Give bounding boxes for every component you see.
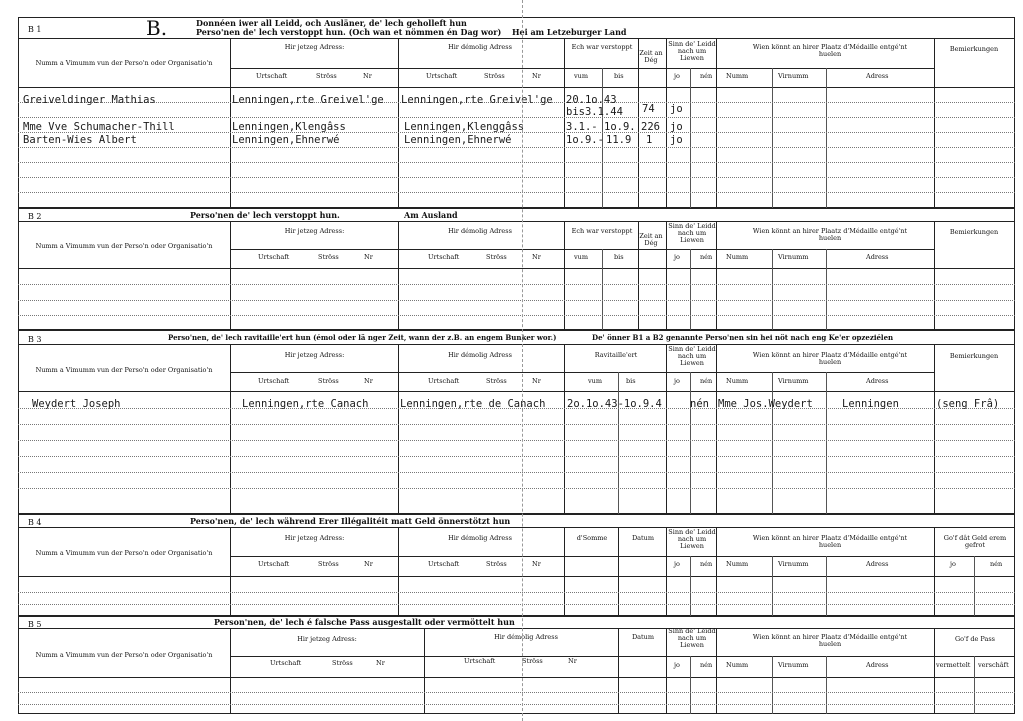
b4-leidd-header: Sinn de' Leidd nach um Liewen: [668, 528, 716, 550]
b4-cur-stross: Ströss: [318, 560, 339, 568]
b2-row-rule-3: [18, 315, 1015, 316]
b4-col-1: [230, 527, 231, 616]
b2-jo: jo: [674, 253, 680, 261]
b2-bemierkungen: Bemierkungen: [949, 228, 999, 236]
b1-old-urt: Urtschaft: [426, 72, 458, 80]
b3-cur-urt: Urtschaft: [258, 377, 290, 385]
b1-col-2: [398, 38, 399, 208]
b1-bis: bis: [614, 72, 624, 80]
b2-title-rule: [18, 221, 1015, 222]
b3-supplied-header: Ravitaille'ert: [594, 351, 638, 359]
b5-nen: nén: [700, 661, 713, 669]
b4-money-jo: jo: [950, 560, 956, 568]
b3-old-nr: Nr: [532, 377, 541, 385]
b1-col-11: [826, 68, 827, 208]
b3-row1-remark: (seng Frâ): [936, 398, 1000, 410]
b3-adress: Adress: [866, 377, 889, 385]
b3-subheader-rule: [230, 372, 935, 373]
b2-col-1: [230, 221, 231, 330]
b1-row2-from: 3.1.-: [566, 121, 598, 133]
b3-vum: vum: [588, 377, 603, 385]
b1-vum: vum: [574, 72, 589, 80]
b3-row1-med-place: Lenningen: [842, 398, 899, 410]
b1-row2-alive: jo: [670, 121, 683, 133]
b1-subheader-rule: [230, 68, 935, 69]
b5-title: Person'nen, de' lech é falsche Pass ausgestallt oder vermöttelt hun: [214, 617, 515, 627]
b4-virnumm: Virnumm: [778, 560, 809, 568]
b3-old-urt: Urtschaft: [428, 377, 460, 385]
b3-row1-med-name: Mme Jos.Weydert: [718, 398, 813, 410]
b3-title: Perso'nen, de' lech ravitaille'ert hun (émol oder lä nger Zeit, wann der z.B. an engem Bunker wor.): [168, 333, 557, 342]
b4-col-7: [934, 527, 935, 616]
b1-title-extra: Hei am Letzeburger Land: [512, 27, 627, 37]
b5-leidd-header: Sinn de' Leidd nach um Liewen: [668, 627, 716, 649]
b5-verschaft: verschâft: [978, 661, 1009, 669]
b1-row-rule-2: [18, 117, 1015, 118]
b3-medal-header: Wien könnt an hirer Plaatz d'Médaille entgé'nt huelen: [752, 351, 908, 366]
b3-jo: jo: [674, 377, 680, 385]
b5-medal-header: Wien könnt an hirer Plaatz d'Médaille entgé'nt huelen: [752, 633, 908, 648]
b5-col-1: [230, 628, 231, 714]
b1-row3-from: 1o.9.-: [566, 134, 604, 146]
b3-col-10: [826, 372, 827, 514]
b1-leidd-header: Sinn de' Leidd nach um Liewen: [668, 40, 716, 62]
b2-row-rule-1: [18, 284, 1015, 285]
b3-row-rule-5: [18, 472, 1015, 473]
b2-col-2: [398, 221, 399, 330]
b4-col-6: [716, 527, 717, 616]
b1-cur-nr: Nr: [363, 72, 372, 80]
b1-row-rule-5: [18, 162, 1015, 163]
b1-row2-name: Mme Vve Schumacher-Thill: [23, 121, 175, 133]
b3-old-addr-header: Hir démolig Adress: [448, 351, 512, 359]
b4-money-header: Go'f dât Geld erem gefrot: [943, 534, 1007, 549]
b5-numm: Numm: [726, 661, 749, 669]
b1-col-4: [638, 38, 639, 208]
b5-title-rule: [18, 628, 1015, 629]
b4-row-rule-2: [18, 604, 1015, 605]
b5-old-urt: Urtschaft: [464, 657, 496, 665]
b3-cur-nr: Nr: [364, 377, 373, 385]
b5-cur-nr: Nr: [376, 659, 385, 667]
b2-col-9: [690, 249, 691, 330]
b3-cur-stross: Ströss: [318, 377, 339, 385]
b2-cur-nr: Nr: [364, 253, 373, 261]
b3-header-rule: [18, 391, 1015, 392]
b5-code: B 5: [28, 620, 42, 629]
b4-money-nen: nén: [990, 560, 1003, 568]
b1-col-5: [666, 38, 667, 208]
b2-time-header: Zeit an Dég: [639, 232, 663, 247]
b1-cur-stross: Ströss: [316, 72, 337, 80]
b4-nen: nén: [700, 560, 713, 568]
b5-col-6: [934, 628, 935, 714]
b3-row1-alive-no: nén: [690, 398, 709, 410]
b4-sum-header: d'Somme: [576, 534, 608, 542]
b5-col-7: [690, 656, 691, 714]
b1-title-rule: [18, 38, 1015, 39]
b2-cur-urt: Urtschaft: [258, 253, 290, 261]
b2-title: Perso'nen de' lech verstoppt hun.: [190, 210, 340, 220]
b1-row1-from: 20.1o.43: [566, 94, 617, 106]
b1-old-stross: Ströss: [484, 72, 505, 80]
b1-old-nr: Nr: [532, 72, 541, 80]
b4-cur-addr-header: Hir jetzeg Adress:: [284, 534, 345, 542]
b1-row2-old: Lenningen,Klenggâss: [404, 121, 525, 133]
b5-old-addr-header: Hir démolig Adress: [494, 633, 558, 641]
b1-row2-to: 1o.9.: [604, 121, 636, 133]
b2-col-11: [826, 249, 827, 330]
b1-row3-alive: jo: [670, 134, 683, 146]
b3-row1-period: 2o.1o.43-1o.9.4: [567, 398, 662, 410]
b4-col-11: [974, 556, 975, 616]
b4-date-header: Datum: [631, 534, 655, 542]
b2-subheader-rule: [230, 249, 935, 250]
b5-vermettelt: vermettelt: [936, 661, 971, 669]
b5-date-header: Datum: [631, 633, 655, 641]
b1-col-9: [690, 68, 691, 208]
b5-cur-urt: Urtschaft: [270, 659, 302, 667]
b5-row-rule-1: [18, 692, 1015, 693]
b4-col-9: [772, 556, 773, 616]
b3-row-rule-3: [18, 440, 1015, 441]
b4-old-addr-header: Hir démolig Adress: [448, 534, 512, 542]
b4-col-8: [690, 556, 691, 616]
b2-col-5: [666, 221, 667, 330]
b5-cur-stross: Ströss: [332, 659, 353, 667]
b1-row-rule-4: [18, 147, 1015, 148]
b1-virnumm: Virnumm: [778, 72, 809, 80]
b4-row-rule-1: [18, 592, 1015, 593]
b3-title-rule: [18, 344, 1015, 345]
b1-name-col-header: Numm a Vimumm vun der Perso'n oder Organisatio'n: [35, 59, 213, 67]
b1-row3-name: Barten-Wies Albert: [23, 134, 137, 146]
b1-jo: jo: [674, 72, 680, 80]
b1-col-1: [230, 38, 231, 208]
b1-row1-alive: jo: [670, 103, 683, 115]
b4-old-stross: Ströss: [486, 560, 507, 568]
b5-pass-header: Go'f de Pass: [954, 635, 996, 643]
b4-cur-nr: Nr: [364, 560, 373, 568]
b3-name-col-header: Numm a Vimumm vun der Perso'n oder Organisatio'n: [35, 366, 213, 374]
b3-virnumm: Virnumm: [778, 377, 809, 385]
b1-bemierkungen: Bemierkungen: [949, 45, 999, 53]
b3-row-rule-2: [18, 424, 1015, 425]
b1-hidden-header: Ech war verstoppt: [571, 43, 633, 51]
b2-row-rule-2: [18, 300, 1015, 301]
b1-cur-addr-header: Hir jetzeg Adress:: [284, 43, 345, 51]
b5-col-8: [772, 656, 773, 714]
b1-col-3: [564, 38, 565, 208]
b4-jo: jo: [674, 560, 680, 568]
b1-big-letter: B.: [146, 16, 168, 40]
b1-row3-old: Lenningen,Ehnerwé: [404, 134, 512, 146]
b1-col-6: [716, 38, 717, 208]
page-fold-line: [522, 0, 523, 721]
b2-col-6: [716, 221, 717, 330]
b4-col-10: [826, 556, 827, 616]
b5-col-9: [826, 656, 827, 714]
b1-col-10: [772, 68, 773, 208]
b3-row-rule-4: [18, 456, 1015, 457]
b4-col-5: [666, 527, 667, 616]
b3-bis: bis: [626, 377, 636, 385]
b3-cur-addr-header: Hir jetzeg Adress:: [284, 351, 345, 359]
b3-col-9: [772, 372, 773, 514]
b1-numm: Numm: [726, 72, 749, 80]
b1-time-header: Zeit an Dég: [639, 49, 663, 64]
b2-col-4: [638, 221, 639, 330]
b2-col-7: [934, 221, 935, 330]
b4-old-urt: Urtschaft: [428, 560, 460, 568]
b5-col-2: [424, 628, 425, 714]
b1-header-rule: [18, 87, 1015, 88]
b3-bemierkungen: Bemierkungen: [949, 352, 999, 360]
b1-row1-old: Lenningen,rte Greivel'ge: [401, 94, 553, 106]
b2-old-urt: Urtschaft: [428, 253, 460, 261]
b2-name-col-header: Numm a Vimumm vun der Perso'n oder Organisatio'n: [35, 242, 213, 250]
b1-code: B 1: [28, 25, 42, 34]
b2-numm: Numm: [726, 253, 749, 261]
b3-row-rule-6: [18, 488, 1015, 489]
b5-virnumm: Virnumm: [778, 661, 809, 669]
b4-old-nr: Nr: [532, 560, 541, 568]
b1-medal-header: Wien könnt an hirer Plaatz d'Médaille entgé'nt huelen: [752, 43, 908, 58]
b5-adress: Adress: [866, 661, 889, 669]
b1-old-addr-header: Hir démolig Adress: [448, 43, 512, 51]
b4-cur-urt: Urtschaft: [258, 560, 290, 568]
b3-row1-old: Lenningen,rte de Canach: [400, 398, 546, 410]
b5-col-3: [618, 628, 619, 714]
b2-cur-addr-header: Hir jetzeg Adress:: [284, 227, 345, 235]
b4-col-3: [564, 527, 565, 616]
b4-col-2: [398, 527, 399, 616]
b3-title-extra: De' önner B1 a B2 genannte Perso'nen sin hei nöt nach eng Ke'er opzeziélen: [592, 333, 894, 342]
b5-old-nr: Nr: [568, 657, 577, 665]
b4-name-col-header: Numm a Vimumm vun der Perso'n oder Organisatio'n: [35, 549, 213, 557]
b1-row-rule-6: [18, 177, 1015, 178]
b2-hidden-header: Ech war verstoppt: [571, 227, 633, 235]
b4-header-rule: [18, 576, 1015, 577]
b3-nen: nén: [700, 377, 713, 385]
b2-code: B 2: [28, 212, 42, 221]
b2-col-3: [564, 221, 565, 330]
b3-row1-cur: Lenningen,rte Canach: [242, 398, 369, 410]
b3-numm: Numm: [726, 377, 749, 385]
b1-row1-name: Greiveldinger Mathias: [23, 94, 156, 106]
b3-col-8: [690, 372, 691, 514]
b2-old-addr-header: Hir démolig Adress: [448, 227, 512, 235]
b5-col-10: [974, 656, 975, 714]
b2-title-extra: Am Ausland: [404, 210, 458, 220]
b4-title: Perso'nen, de' lech während Erer Illégalitéit matt Geld önnerstötzt hun: [190, 516, 511, 526]
b1-row3-to: 11.9: [606, 134, 632, 146]
b2-leidd-header: Sinn de' Leidd nach um Liewen: [668, 222, 716, 244]
b1-title-line1: Donnéen iwer all Leidd, och Ausläner, de' lech geholleft hun: [196, 18, 467, 28]
b3-leidd-header: Sinn de' Leidd nach um Liewen: [668, 345, 716, 367]
b5-jo: jo: [674, 661, 680, 669]
b2-virnumm: Virnumm: [778, 253, 809, 261]
b1-adress: Adress: [866, 72, 889, 80]
b2-cur-stross: Ströss: [318, 253, 339, 261]
b1-nen: nén: [700, 72, 713, 80]
b3-code: B 3: [28, 335, 42, 344]
b1-row-rule-7: [18, 192, 1015, 193]
b2-medal-header: Wien könnt an hirer Plaatz d'Médaille entgé'nt huelen: [752, 227, 908, 242]
b1-cur-urt: Urtschaft: [256, 72, 288, 80]
b5-old-stross: Ströss: [522, 657, 543, 665]
b2-vum: vum: [574, 253, 589, 261]
b4-subheader-rule: [230, 556, 1015, 557]
b4-title-rule: [18, 527, 1015, 528]
b1-row2-cur: Lenningen,Klengâss: [232, 121, 346, 133]
b2-header-rule: [18, 268, 1015, 269]
b4-numm: Numm: [726, 560, 749, 568]
b4-medal-header: Wien könnt an hirer Plaatz d'Médaille entgé'nt huelen: [752, 534, 908, 549]
b1-col-7: [934, 38, 935, 208]
b1-row1-days: 74: [642, 103, 655, 115]
b3-row1-name: Weydert Joseph: [32, 398, 121, 410]
b5-row-rule-2: [18, 704, 1015, 705]
b3-col-7: [618, 372, 619, 514]
b1-row2-days: 226: [641, 121, 660, 133]
b2-old-nr: Nr: [532, 253, 541, 261]
b5-cur-addr-header: Hir jetzeg Adress:: [297, 635, 357, 643]
b4-adress: Adress: [866, 560, 889, 568]
b4-col-4: [618, 527, 619, 616]
b2-old-stross: Ströss: [486, 253, 507, 261]
b1-title-line2: Perso'nen de' lech verstoppt hun. (Och wan et nömmen én Dag wor): [196, 27, 502, 37]
b5-col-4: [666, 628, 667, 714]
b5-subheader-rule: [230, 656, 1015, 657]
b2-adress: Adress: [866, 253, 889, 261]
b1-row3-cur: Lenningen,Ehnerwé: [232, 134, 340, 146]
b5-header-rule: [18, 677, 1015, 678]
b5-name-col-header: Numm a Vimumm vun der Perso'n oder Organisatio'n: [35, 651, 213, 659]
b5-col-5: [716, 628, 717, 714]
b1-row3-days: 1: [646, 134, 653, 146]
b4-code: B 4: [28, 518, 42, 527]
b3-old-stross: Ströss: [486, 377, 507, 385]
b2-col-10: [772, 249, 773, 330]
b2-nen: nén: [700, 253, 713, 261]
b2-bis: bis: [614, 253, 624, 261]
b1-row1-cur: Lenningen,rte Greivel'ge: [232, 94, 384, 106]
b1-row1-to: bis3.1.44: [566, 106, 623, 118]
b2-col-8: [602, 249, 603, 330]
